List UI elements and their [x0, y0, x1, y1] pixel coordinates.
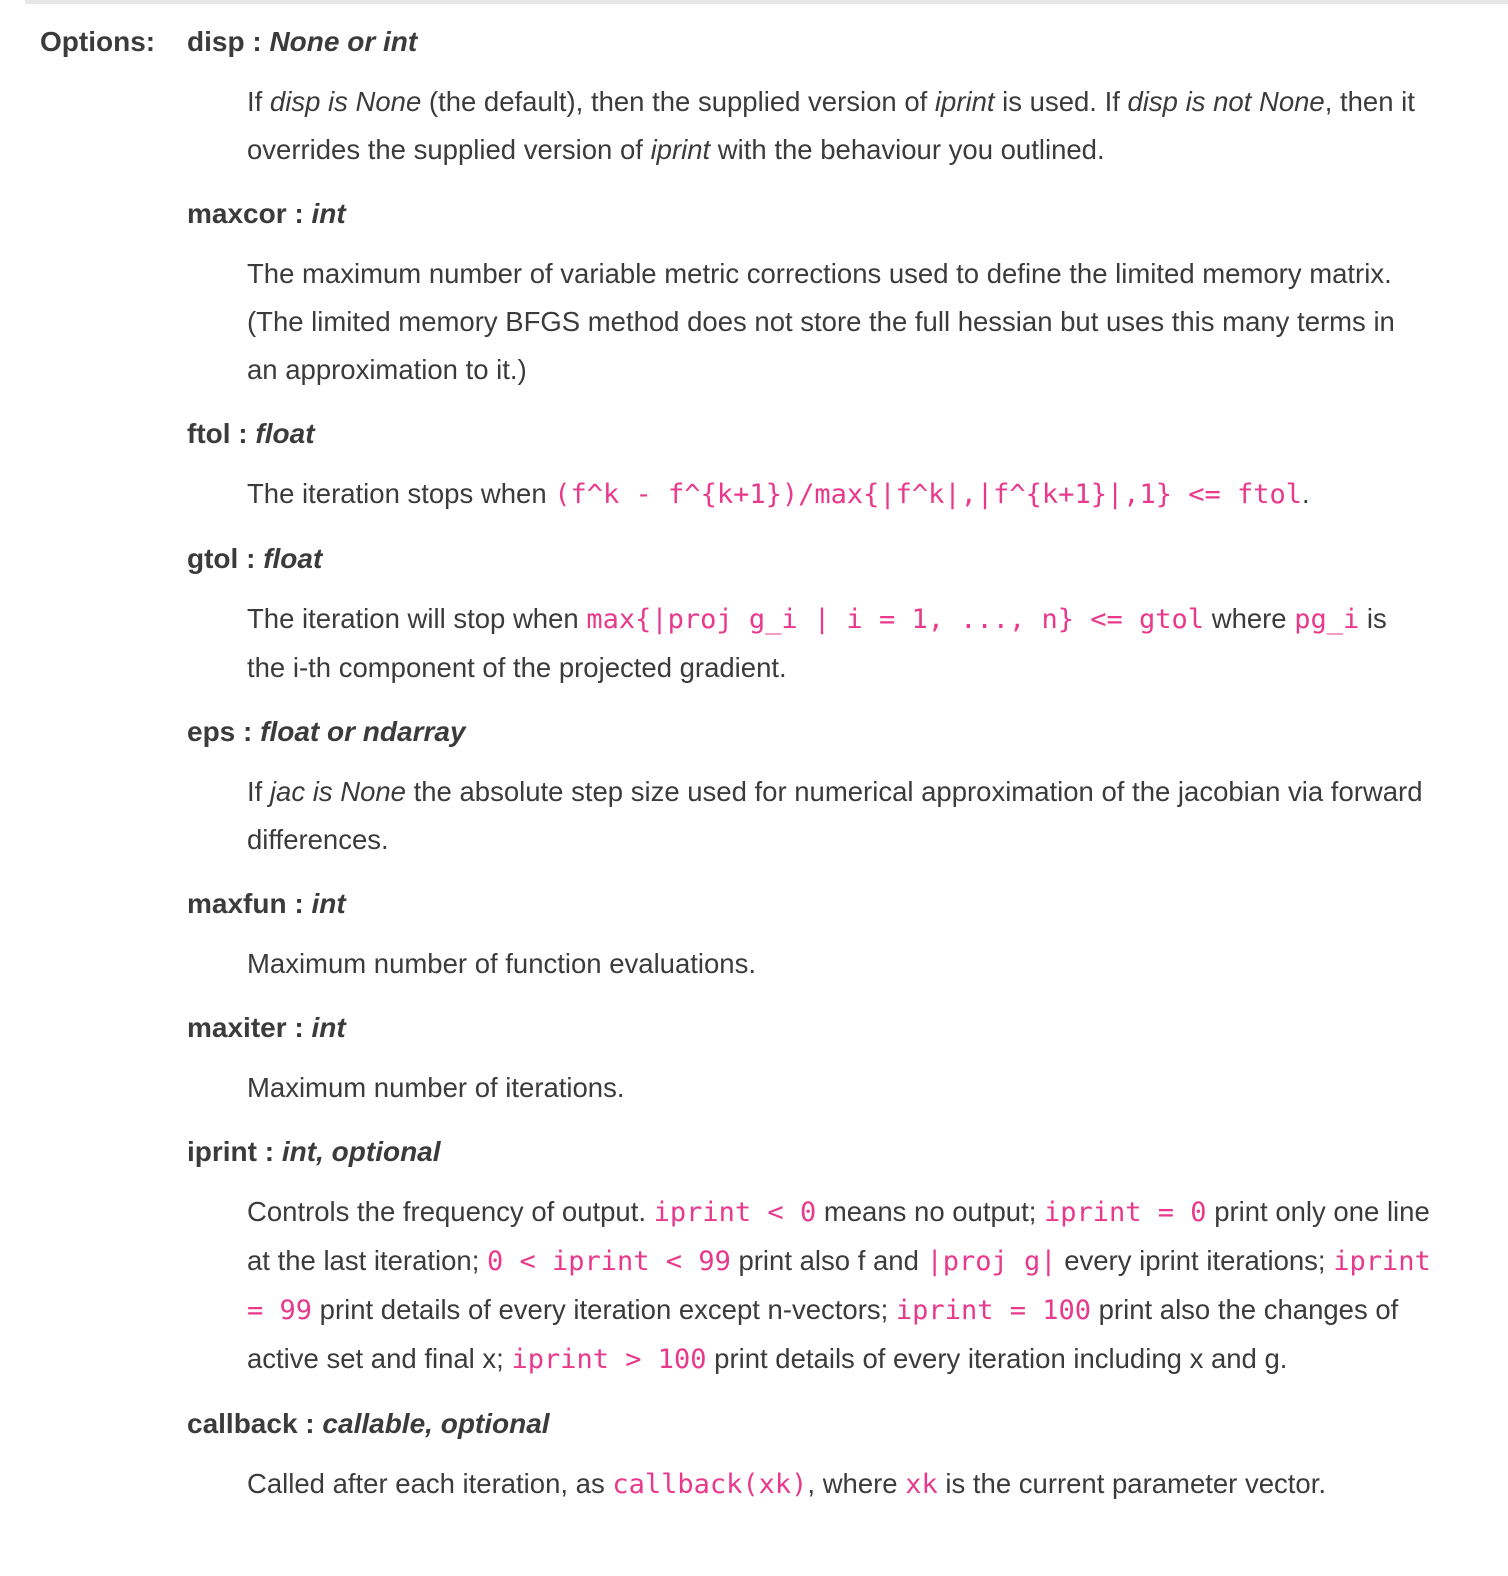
option-entry	[187, 414, 1453, 519]
option-type: None or int	[269, 26, 418, 57]
inline-code: iprint = 99	[247, 1246, 1431, 1326]
term-separator: :	[244, 26, 270, 57]
emphasis-text: jac is None	[269, 776, 406, 807]
text-segment: Maximum number of function evaluations.	[247, 948, 756, 979]
option-description	[247, 470, 1432, 519]
option-type: int	[311, 198, 346, 229]
text-segment: , then it overrides the supplied version of	[247, 86, 1415, 165]
option-name: maxcor	[187, 198, 287, 229]
text-segment: .	[1302, 478, 1310, 509]
inline-code: max{|proj g_i | i = 1, ..., n} <= gtol	[586, 604, 1205, 635]
option-type: int, optional	[281, 1136, 441, 1167]
option-description	[247, 940, 1432, 988]
option-term-line	[187, 414, 1453, 454]
option-name: callback	[187, 1408, 298, 1439]
option-description	[247, 768, 1432, 864]
option-name: maxiter	[187, 1012, 287, 1043]
option-term-line	[187, 539, 1453, 579]
option-description	[247, 595, 1432, 692]
option-type: float	[255, 418, 315, 449]
option-type: float	[263, 543, 323, 574]
option-entry	[187, 1404, 1453, 1509]
term-separator: :	[286, 198, 312, 229]
option-description	[247, 1064, 1432, 1112]
option-description	[247, 1188, 1432, 1384]
option-entry	[187, 884, 1453, 988]
inline-code: |proj g|	[926, 1246, 1057, 1277]
option-entry	[187, 712, 1453, 864]
text-segment: with the behaviour you outlined.	[710, 134, 1105, 165]
text-segment: print details of every iteration including x and g.	[706, 1343, 1288, 1374]
text-segment: print also the changes of active set and final x;	[247, 1294, 1399, 1374]
option-type: int	[311, 888, 346, 919]
inline-code: pg_i	[1294, 604, 1360, 635]
top-divider	[25, 0, 1508, 4]
option-term-line	[187, 712, 1453, 752]
emphasis-text: iprint	[650, 134, 711, 165]
option-entry	[187, 22, 1453, 174]
inline-code: callback(xk)	[612, 1469, 808, 1500]
term-separator: :	[235, 716, 261, 747]
option-description	[247, 250, 1432, 394]
emphasis-text: disp is not None	[1127, 86, 1325, 117]
option-term-line	[187, 1132, 1453, 1172]
text-segment: the absolute step size used for numerical approximation of the jacobian via forward differences.	[247, 776, 1423, 855]
text-segment: where	[1204, 603, 1295, 634]
options-body	[187, 22, 1453, 1509]
option-term-line	[187, 1404, 1453, 1444]
text-segment: is used. If	[994, 86, 1128, 117]
text-segment: Controls the frequency of output.	[247, 1196, 654, 1227]
text-segment: is the i-th component of the projected gradient.	[247, 603, 1387, 683]
term-separator: :	[297, 1408, 323, 1439]
inline-code: iprint > 100	[511, 1344, 707, 1375]
option-description	[247, 78, 1432, 174]
inline-code: iprint < 0	[653, 1197, 817, 1228]
term-separator: :	[230, 418, 256, 449]
option-term-line	[187, 1008, 1453, 1048]
option-name: maxfun	[187, 888, 287, 919]
inline-code: iprint = 100	[895, 1295, 1091, 1326]
text-segment: If	[247, 776, 270, 807]
option-entry	[187, 1008, 1453, 1112]
inline-code: iprint = 0	[1044, 1197, 1207, 1228]
text-segment: is the current parameter vector.	[937, 1468, 1326, 1499]
term-separator: :	[257, 1136, 282, 1167]
inline-code: 0 < iprint < 99	[487, 1246, 731, 1277]
term-separator: :	[286, 888, 312, 919]
option-type: float or ndarray	[260, 716, 466, 747]
text-segment: means no output;	[816, 1196, 1044, 1227]
option-name: eps	[187, 716, 236, 747]
inline-code: xk	[905, 1469, 938, 1500]
emphasis-text: disp is None	[269, 86, 422, 117]
term-separator: :	[286, 1012, 312, 1043]
option-description	[247, 1460, 1432, 1509]
option-term-line	[187, 884, 1453, 924]
text-segment: print also f and	[730, 1245, 927, 1276]
text-segment: The maximum number of variable metric corrections used to define the limited memory matrix. (The limited memory BFGS method does not store the full hessian but uses this many terms in an approximation to it.)	[247, 258, 1395, 385]
text-segment: print only one line at the last iteration;	[247, 1196, 1430, 1276]
option-type: int	[311, 1012, 346, 1043]
term-separator: :	[238, 543, 264, 574]
option-name: iprint	[187, 1136, 257, 1167]
text-segment: Called after each iteration, as	[247, 1468, 613, 1499]
text-segment: , where	[807, 1468, 906, 1499]
text-segment: The iteration will stop when	[247, 603, 587, 634]
option-name: gtol	[187, 543, 239, 574]
text-segment: every iprint iterations;	[1056, 1245, 1334, 1276]
option-entry	[187, 194, 1453, 394]
text-segment: (the default), then the supplied version of	[421, 86, 935, 117]
options-label: Options:	[40, 26, 156, 57]
option-name: disp	[187, 26, 245, 57]
option-name: ftol	[187, 418, 231, 449]
text-segment: Maximum number of iterations.	[247, 1072, 625, 1103]
option-term-line	[187, 22, 1453, 62]
text-segment: print details of every iteration except n-vectors;	[312, 1294, 896, 1325]
inline-code: (f^k - f^{k+1})/max{|f^k|,|f^{k+1}|,1} <= ftol	[554, 479, 1303, 510]
option-entry	[187, 1132, 1453, 1384]
text-segment: The iteration stops when	[247, 478, 555, 509]
emphasis-text: iprint	[934, 86, 995, 117]
option-type: callable, optional	[322, 1408, 550, 1439]
text-segment: If	[247, 86, 270, 117]
option-term-line	[187, 194, 1453, 234]
option-entry	[187, 539, 1453, 692]
